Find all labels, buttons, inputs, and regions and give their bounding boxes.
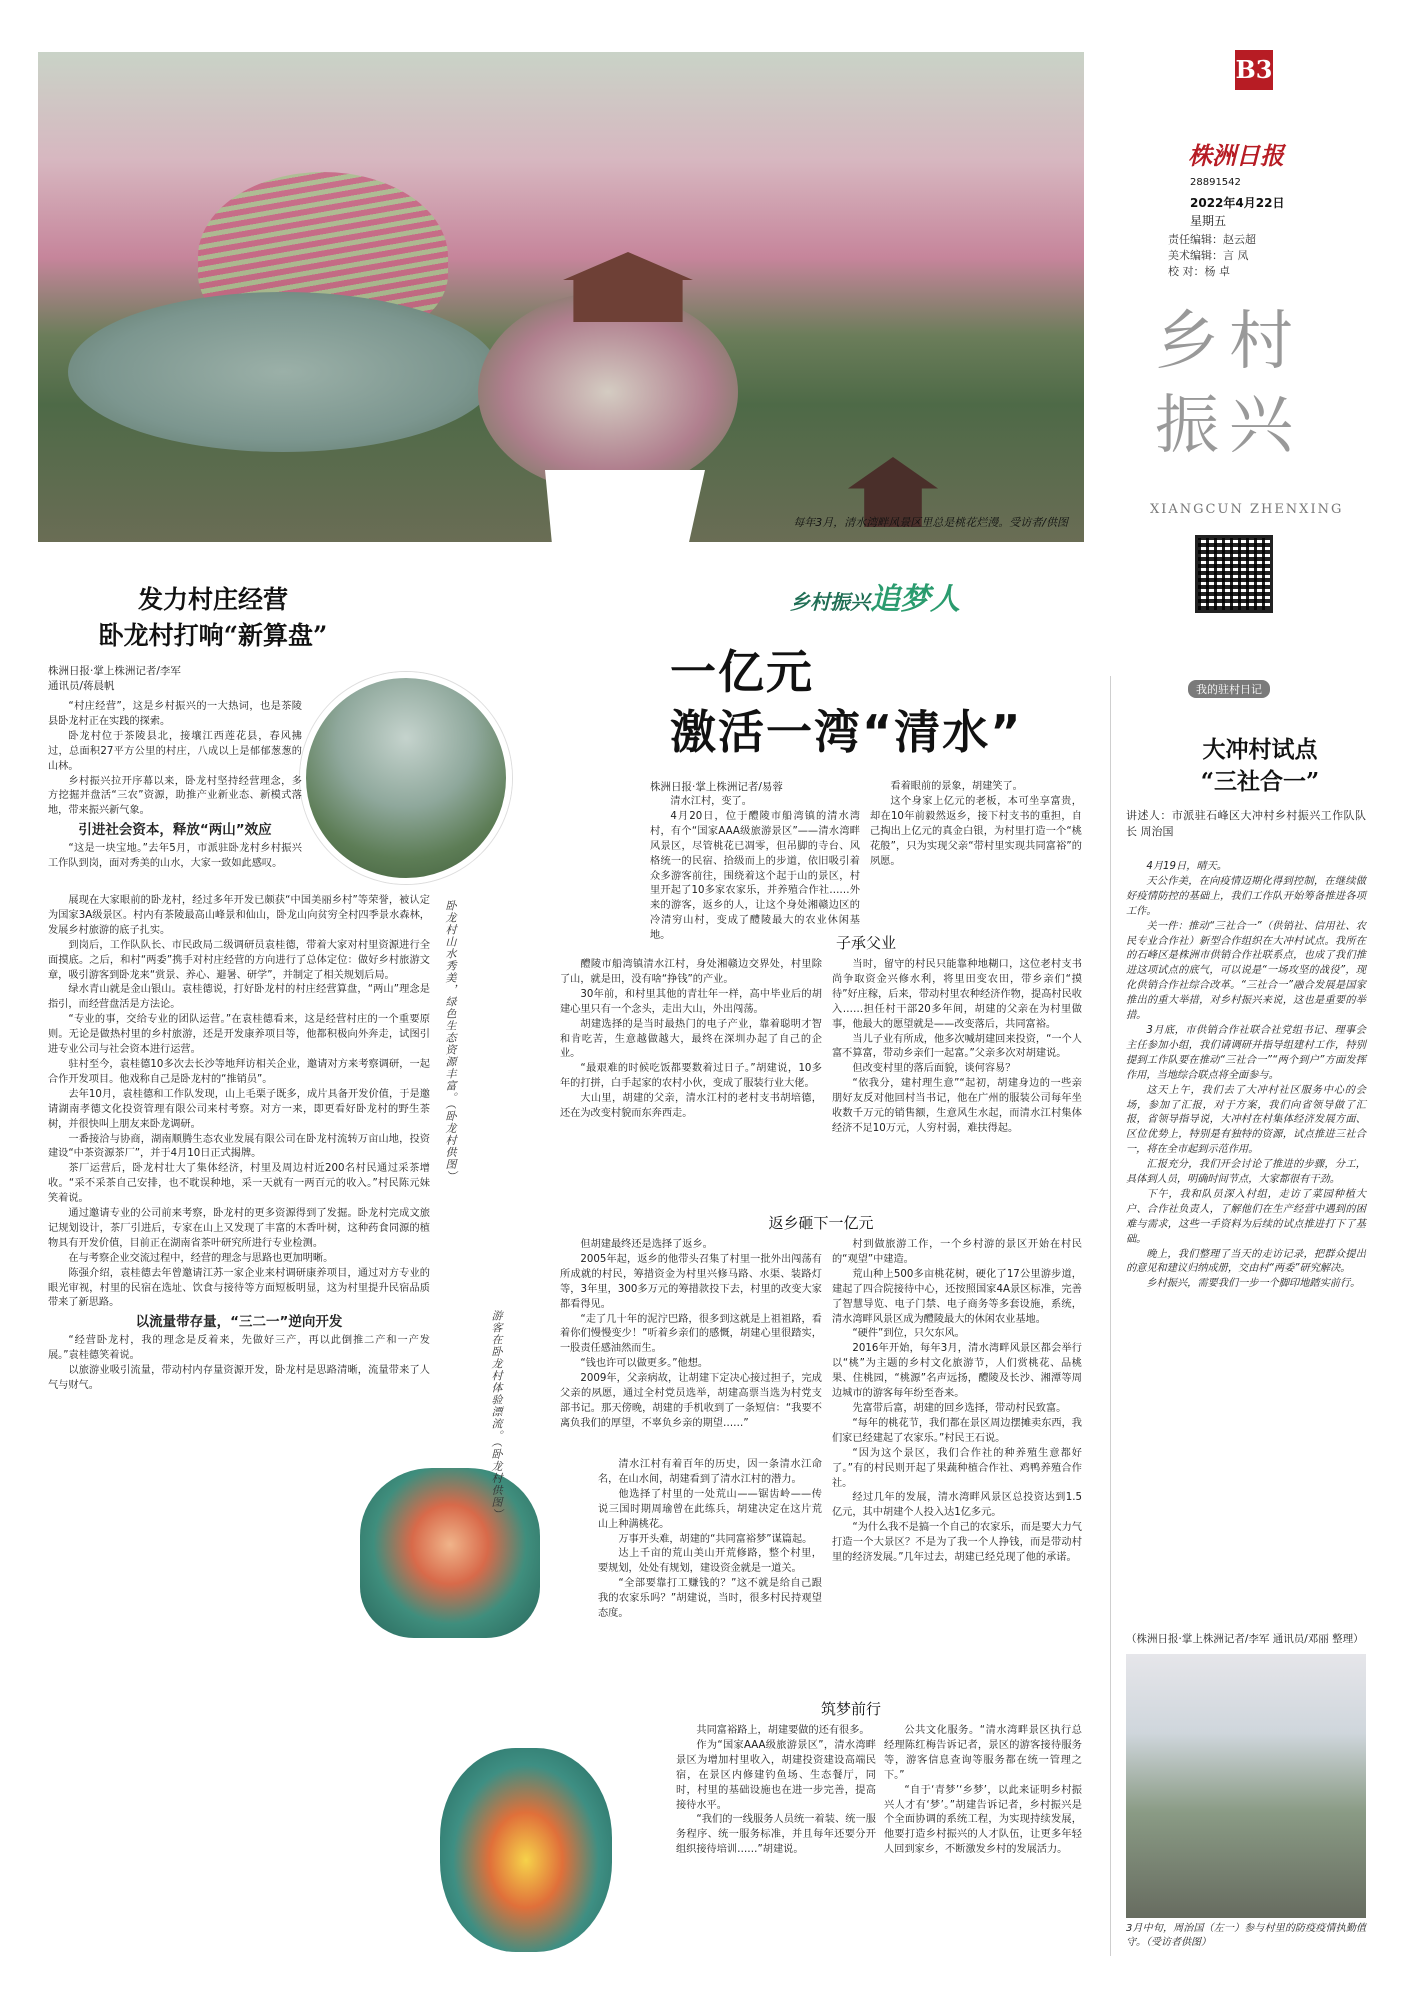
paragraph: 大山里，胡建的父亲，清水江村的老村支书胡培德，还在为改变村貌而东奔西走。: [560, 1093, 822, 1120]
paragraph: 清水江村，变了。: [670, 796, 752, 807]
right-headline-line1: 大冲村试点: [1202, 736, 1318, 763]
paragraph: 清水江村有着百年的历史，因一条清水江命名，在山水间，胡建看到了清水江村的潜力。: [598, 1459, 822, 1485]
paragraph: 汇报充分，我们开会讨论了推进的步骤，分工，具体到人员，明确时间节点，大家都很有干劲。: [1126, 1159, 1366, 1186]
paragraph: 到岗后，工作队队长、市民政局二级调研员袁桂德，带着大家对村里资源进行全面摸底。之后，和村“两委”携手对村庄经营的方向进行了总体定位：做好乡村旅游文章，吸引游客到卧龙来“赏景、养心、避暑、研学”，并制定了相关规划后局。: [48, 939, 430, 981]
paragraph: 这天上午，我们去了大冲村社区服务中心的会场，参加了汇报，对于方案，我们向省领导做了汇报，省领导指导说，大冲村在村集体经济发展方面、区位优势上，特别是有独特的资源，试点推进三社合一，将在全市起到示范作用。: [1126, 1084, 1366, 1156]
paragraph: 作为“国家AAA级旅游景区”，清水湾畔景区为增加村里收入，胡建投资建设高端民宿，在景区内修建钓鱼场、生态餐厅，同时，村里的基础设施也在进一步完善，提高接待水平。: [676, 1739, 876, 1811]
hero-photo: [38, 52, 1084, 542]
paragraph: 他选择了村里的一处荒山——锯齿岭——传说三国时期周瑜曾在此练兵，胡建决定在这片荒山上种满桃花。: [598, 1488, 822, 1530]
paragraph: 一番接洽与协商，湖南顺腾生态农业发展有限公司在卧龙村流转万亩山地，投资建设“中茶资源茶厂”，并于4月10日正式揭牌。: [48, 1133, 430, 1160]
paragraph: 下午，我和队员深入村组，走访了菜园种植大户、合作社负责人，了解他们在生产经营中遇到的困难与需求，这些一手资料为后续的试点推进打下了基础。: [1126, 1188, 1366, 1245]
paragraph: 先富带后富，胡建的回乡选择，带动村民致富。: [852, 1402, 1067, 1414]
epidemic-checkpoint-photo: [1126, 1654, 1366, 1918]
rafting-caption: 游客在卧龙村体验漂流。（卧龙村供图）: [490, 1310, 503, 1521]
main-headline: [670, 642, 1022, 762]
slogan-prefix: 乡村振兴: [790, 590, 870, 614]
team-photo-caption: 3月中旬，周治国（左一）参与村里的防疫疫情执勤值守。（受访者供图）: [1126, 1923, 1366, 1948]
paragraph: 关一件：推动“三社合一”（供销社、信用社、农民专业合作社）新型合作组织在大冲村试点。我所在的石峰区是株洲市供销合作社联系点，也成了我们推进这项试点的底气，可以说是“一场攻坚的战役”，现化供销合作社综合改革。“三社合一”融合发展是国家推出的重大举措，对乡村振兴来说，这也是重要的举措。: [1126, 920, 1366, 1022]
paragraph: 达上千亩的荒山美山开荒修路，整个村里，要规划，处处有规划，建设资金就是一道关。: [598, 1548, 822, 1575]
column-divider: [1110, 676, 1111, 1956]
paragraph: “村庄经营”，这是乡村振兴的一大热词，也是茶陵县卧龙村正在实践的探索。: [48, 701, 302, 727]
paragraph: 4月20日，位于醴陵市船湾镇的清水湾村，有个“国家AAA级旅游景区”——清水湾畔风景区，尽管桃花已凋零，但吊脚的寺台、风格统一的民宿、拾级而上的步道，依旧吸引着众多游客前往，围绕着这个起于山的景区，村里开起了10多家农家乐，并养殖合作社……外来的游客，返乡的人，让这个身处湘赣边区的冷清穷山村，变成了醴陵最大的农业休闲基地。: [650, 810, 860, 942]
left-byline-1: 株洲日报·掌上株洲记者/李军: [48, 665, 181, 677]
editor: 责任编辑：赵云超: [1168, 233, 1256, 246]
left-subhead-1: 引进社会资本，释放“两山”效应: [78, 822, 272, 839]
paragraph: 胡建选择的是当时最热门的电子产业，靠着聪明才智和肯吃苦，生意越做越大，最终在深圳办起了自己的企业。: [560, 1018, 822, 1060]
paragraph: 在与考察企业交流过程中，经营的理念与思路也更加明晰。: [68, 1252, 334, 1264]
main-byline: 株洲日报·掌上株洲记者/易蓉: [650, 781, 783, 793]
paragraph: 驻村至今，袁桂德10多次去长沙等地拜访相关企业，邀请对方来考察调研，一起合作开发项目。他戏称自己是卧龙村的“推销员”。: [48, 1058, 430, 1085]
paragraph: 2009年，父亲病故，让胡建下定决心接过担子，完成父亲的夙愿，通过全村党员选举，胡建高票当选为村党支部书记。那天傍晚，胡建的手机收到了一条短信：“我要不离负我们的厚望，不辜负乡亲的期望……”: [560, 1373, 822, 1429]
main-col1-block2: [560, 1238, 822, 1458]
main-col2-block1: [832, 958, 1082, 1208]
paragraph: 荒山种上500多亩桃花树，硬化了17公里游步道，建起了四合院接待中心，还按照国家4A景区标准，完善了智慧导览、电子门禁、电子商务等多套设施，系统，清水湾畔风景区成为醴陵最大的休闲农业基地。: [832, 1268, 1082, 1325]
hotline: 28891542: [1190, 177, 1241, 188]
main-col2-block4: [884, 1724, 1082, 1954]
speech-bubble-shape: [545, 470, 705, 640]
qr-code-icon[interactable]: [1195, 535, 1273, 613]
paragraph: 这个身家上亿元的老板，本可坐享富贵，却在10年前毅然返乡，接下村支书的重担，自己掏出上亿元的真金白银，为村里打造一个“桃花般”，只为实现父亲“带村里实现共同富裕”的夙愿。: [870, 795, 1082, 867]
paragraph: 2005年起，返乡的他带头召集了村里一批外出闯荡有所成就的村民，筹措资金为村里兴修马路、水渠、装路灯等，3年里，300多万元的筹措款投下去，村里的改变大家都看得见。: [560, 1253, 822, 1310]
issue-date: 2022年4月22日: [1190, 196, 1285, 210]
paragraph: “依我分，建村理生意”“起初，胡建身边的一些亲朋好友反对他回村当书记，他在广州的服装公司每年坐收数千万元的销售额，生意风生水起，而清水江村集体经济不足10万元，人穷村弱，难扶得起。: [832, 1078, 1082, 1134]
main-col2-block2: [832, 1238, 1082, 1690]
paragraph: 万事开头难，胡建的“共同富裕梦”谋篇起。: [618, 1533, 813, 1545]
left-headline-line1: 发力村庄经营: [137, 585, 288, 614]
paragraph: “因为这个景区，我们合作社的种养殖生意都好了。”有的村民则开起了果蔬种植合作社、鸡鸭养殖合作社。: [832, 1447, 1082, 1489]
main-col1-block1: [560, 958, 822, 1208]
main-col1-block4: [676, 1724, 876, 1954]
paragraph: 陈强介绍，袁桂德去年曾邀请江苏一家企业来村调研康养项目，通过对方专业的眼光审视，村里的民宿在选址、饮食与接待等方面短板明显，这为村里提升民宿品质带来了新思路。: [48, 1267, 430, 1309]
paragraph: 公共文化服务。“清水湾畔景区执行总经理陈红梅告诉记者，景区的游客接待服务等，游客信息查询等服务都在统一管理之下。”: [884, 1725, 1082, 1781]
paper-logo: 株洲日报: [1188, 141, 1284, 170]
page-number: B3: [1235, 50, 1273, 90]
left-article-col1-main: [48, 894, 430, 1814]
paragraph: 村到做旅游工作，一个乡村游的景区开始在村民的“观望”中建造。: [832, 1239, 1082, 1265]
paragraph: “这是一块宝地。”去年5月，市派驻卧龙村乡村振兴工作队到岗，面对秀美的山水，大家一致如此感叹。: [48, 843, 302, 870]
paragraph: 4月19日，晴天。: [1146, 861, 1227, 872]
paragraph: 晚上，我们整理了当天的走访记录，把群众提出的意见和建议归纳成册，交由村“两委”研究解决。: [1126, 1248, 1366, 1275]
left-article-col1-top: [48, 664, 302, 894]
paragraph: 绿水青山就是金山银山。袁桂德说，打好卧龙村的村庄经营算盘，“两山”理念是指引，而经营盘活是方法论。: [48, 984, 430, 1011]
left-subhead-2: 以流量带存量，“三二一”逆向开发: [135, 1314, 343, 1331]
paragraph: “走了几十年的泥泞巴路，很多到这就是上祖祖路，看着你们慢慢变少！”听着乡亲们的感慨，胡建心里很踏实，一股责任感油然而生。: [560, 1313, 822, 1355]
paragraph: 3月底，市供销合作社联合社党组书记、理事会主任参加小组，我们请调研并指导组建村工作，特别提到工作队要在推动“三社合一”“两个到户”方面发挥作用，当地综合联点将全面参与。: [1126, 1024, 1366, 1081]
paragraph: 看着眼前的景象，胡建笑了。: [890, 781, 1023, 792]
forest-road-photo: [360, 1468, 540, 1638]
paragraph: “我们的一线服务人员统一着装、统一服务程序、统一服务标准，并且每年还要分开组织接待培训……”胡建说。: [676, 1814, 876, 1856]
paragraph: 乡村振兴拉开序幕以来，卧龙村坚持经营理念，多方挖掘并盘活“三农”资源，助推产业新业态、新模式落地，带来振兴新气象。: [48, 775, 302, 817]
village-circle-photo: [300, 672, 512, 884]
rafting-photo: [440, 1748, 612, 1952]
section-pinyin: XIANGCUN ZHENXING: [1150, 502, 1344, 517]
paragraph: 但胡建最终还是选择了返乡。: [580, 1239, 713, 1250]
hero-caption: 每年3月，清水湾畔风景区里总是桃花烂漫。受访者/供图: [793, 516, 1068, 529]
right-headline: [1150, 734, 1370, 798]
paragraph: 以旅游业吸引流量，带动村内存量资源开发，卧龙村是思路清晰，流量带来了人气与财气。: [48, 1365, 430, 1391]
paragraph: “全部要靠打工赚钱的？”这不就是给自己跟我的农家乐吗？”胡建说，当时，很多村民持观望态度。: [598, 1578, 822, 1620]
paragraph: 展现在大家眼前的卧龙村，经过多年开发已颇获“中国美丽乡村”等荣誉，被认定为国家3A级景区。村内有茶陵最高山峰景和仙山，卧龙山向贫穷全村四季景水森林，发展乡村旅游的底子扎实。: [48, 895, 430, 936]
paragraph: “每年的桃花节，我们都在景区周边摆摊卖东西，我们家已经建起了农家乐。”村民王石说。: [832, 1417, 1082, 1444]
paragraph: 2016年开始，每年3月，清水湾畔风景区都会举行以“桃”为主题的乡村文化旅游节，人们赏桃花、品桃果、住桃园，“桃源”名声远扬，醴陵及长沙、湘潭等周边城市的游客每年纷至沓来。: [832, 1343, 1082, 1400]
paragraph: 当儿子业有所成，他多次喊胡建回来投资，“一个人富不算富，带动乡亲们一起富。”父亲多次对胡建说。: [832, 1033, 1082, 1060]
paragraph: 通过邀请专业的公司前来考察，卧龙村的更多资源得到了发掘。卧龙村完成文旅记规划设计，茶厂引进后，专家在山上又发现了丰富的木香叶树，这种药食同源的植物具有开发价值，目前正在湖南省茶叶研究所进行专业检测。: [48, 1208, 430, 1249]
main-subhead-1: 子承父业: [835, 934, 896, 952]
issue-weekday: 星期五: [1190, 214, 1227, 228]
peninsula-hill: [478, 292, 738, 492]
main-subhead-2: 返乡砸下一亿元: [768, 1214, 874, 1232]
main-subhead-3: 筑梦前行: [820, 1700, 881, 1718]
paragraph: 但改变村里的落后面貌，谈何容易？: [852, 1063, 1016, 1075]
paragraph: 30年前，和村里其他的青壮年一样，高中毕业后的胡建心里只有一个念头，走出大山，外出闯荡。: [560, 988, 822, 1015]
section-title: 乡村振兴: [1155, 305, 1303, 463]
paragraph: “为什么我不是搞一个自己的农家乐，而是要大力气打造一个大景区？不是为了我一个人挣钱，而是带动村里的经济发展。”几年过去，胡建已经兑现了他的承诺。: [832, 1522, 1082, 1564]
paragraph: 天公作美，在向疫情迈期化得到控制，在继续做好疫情防控的基础上，我们工作队开始筹备推进各项工作。: [1126, 875, 1366, 917]
right-narrator: 讲述人：市派驻石峰区大冲村乡村振兴工作队队长 周治国: [1126, 809, 1366, 838]
left-byline-2: 通讯员/蒋晨帆: [48, 680, 115, 692]
main-headline-line1: 一亿元: [670, 645, 814, 699]
paragraph: 醴陵市船湾镇清水江村，身处湘赣边交界处，村里除了山，就是田，没有啥“挣钱”的产业。: [560, 959, 822, 985]
diary-tag: 我的驻村日记: [1188, 680, 1270, 698]
paragraph: “专业的事，交给专业的团队运营。”在袁桂德看来，这是经营村庄的一个重要原则。无论是做热村里的乡村旅游，还是开发康养项目等，他都积极向外奔走，试图引进专业公司与社会资本进行运营。: [48, 1014, 430, 1056]
lake: [68, 292, 498, 452]
paragraph: “经营卧龙村，我的理念是反着来，先做好三产，再以此倒推二产和一产发展。”袁桂德笑着说。: [48, 1335, 430, 1362]
left-headline: [48, 582, 378, 654]
paragraph: “钱也许可以做更多。”他想。: [580, 1358, 709, 1370]
proofreader: 校 对：杨 卓: [1168, 265, 1230, 278]
temple-building: [563, 252, 693, 322]
right-headline-line2: “三社合一”: [1200, 768, 1320, 795]
paragraph: 共同富裕路上，胡建要做的还有很多。: [696, 1725, 870, 1736]
paragraph: “自于‘青梦’‘乡梦’，以此来证明乡村振兴人才有‘梦’。”胡建告诉记者，乡村振兴是个全面协调的系统工程，为实现持续发展，他要打造乡村振兴的人才队伍，让更多年轻人回到家乡，不断激发乡村的发展活力。: [884, 1784, 1082, 1856]
paragraph: 茶厂运营后，卧龙村壮大了集体经济，村里及周边村近200名村民通过采茶增收。“采不采茶自己安排，也不耽误种地，采一天就有一两百元的收入。”村民陈元妹笑着说。: [48, 1163, 430, 1205]
paragraph: “最艰难的时候吃饭都要数着过日子。”胡建说，10多年的打拼，白手起家的农村小伙，变成了服装行业大佬。: [560, 1063, 822, 1090]
paragraph: 当时，留守的村民只能靠种地糊口，这位老村支书尚争取资金兴修水利，将里田变农田，带乡亲们“摸待”好庄稼，后来，带动村里农种经济作物，提高村民收入……担任村干部20多年间，胡建的父亲在为村里做事，他最大的愿望就是——改变落后，共同富裕。: [832, 959, 1082, 1030]
paragraph: “硬件”到位，只欠东风。: [852, 1328, 965, 1340]
section-slogan: [790, 574, 960, 618]
main-headline-line2: 激活一湾“清水”: [670, 705, 1023, 759]
slogan-main: 追梦人: [870, 582, 960, 617]
circle-photo-caption: 卧龙村山水秀美，绿色生态资源丰富。（卧龙村供图）: [444, 900, 457, 1183]
paragraph: 乡村振兴，需要我们一步一个脚印地踏实前行。: [1146, 1278, 1361, 1290]
right-article-body: [1126, 860, 1366, 1632]
right-credit: （株洲日报·掌上株洲记者/李军 通讯员/邓丽 整理）: [1126, 1633, 1364, 1645]
left-headline-line2: 卧龙村打响“新算盘”: [98, 621, 328, 650]
main-col1-block3: [598, 1458, 822, 1690]
paragraph: 卧龙村位于茶陵县北，接壤江西莲花县，春风拂过，总面积27平方公里的村庄，八成以上是郁郁葱葱的山林。: [48, 730, 302, 772]
paragraph: 去年10月，袁桂德和工作队发现，山上毛栗子既多，成片具备开发价值，于是邀请湖南孝德文化投资管理有限公司来村考察。对方一来，即更看好卧龙村的野生茶树，并很快叫上朋友来卧龙调研。: [48, 1088, 430, 1130]
paragraph: 经过几年的发展，清水湾畔风景区总投资达到1.5亿元，其中胡建个人投入达1亿多元。: [832, 1492, 1082, 1519]
editor-credits: [1168, 232, 1256, 280]
art-editor: 美术编辑：言 凤: [1168, 249, 1249, 262]
main-lead-col2: [870, 780, 1082, 930]
main-lead-col1: [650, 780, 860, 942]
